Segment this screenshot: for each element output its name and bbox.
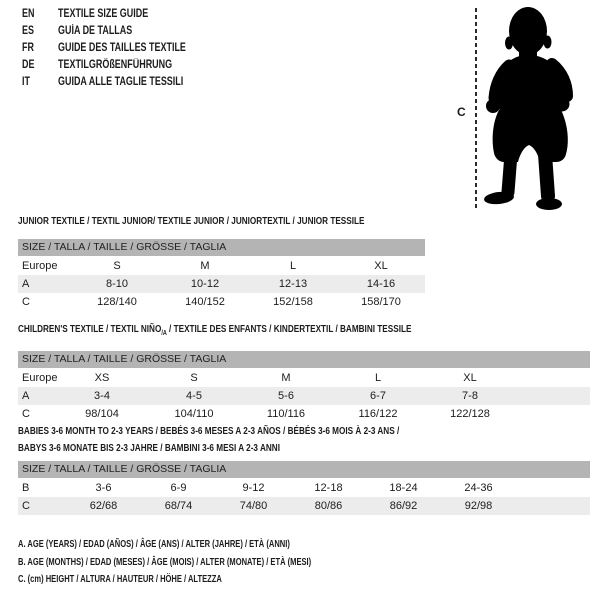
table-row — [18, 293, 425, 311]
junior-size-table — [18, 257, 425, 311]
language-item — [22, 23, 222, 40]
size-header-bar: SIZE / TALLA / TAILLE / GRÖSSE / TAGLIA — [18, 461, 590, 478]
language-title: GUIDE DES TAILLES TEXTILE — [58, 42, 186, 54]
table-cell: S — [113, 260, 121, 272]
table-cell: 152/158 — [273, 296, 313, 308]
table-cell: 6-7 — [332, 387, 424, 405]
section-title-children: CHILDREN'S TEXTILE / TEXTIL $NIÑO_{/A}$ / TEXTILE DES ENFANTS / KINDERTEXTIL / BAMBINI TESSILE — [18, 323, 412, 338]
table-cell: 62/68 — [66, 497, 141, 515]
table-cell: 12-13 — [249, 275, 337, 293]
table-row — [18, 369, 590, 387]
table-cell: 6-9 — [170, 482, 187, 494]
footnote-line: C. (cm) HEIGHT / ALTURA / HAUTEUR / HÖHE / ALTEZZA — [18, 573, 222, 585]
section-title-junior: JUNIOR TEXTILE / TEXTIL JUNIOR/ TEXTILE JUNIOR / JUNIORTEXTIL / JUNIOR TESSILE — [18, 215, 365, 227]
babies-size-table — [18, 479, 590, 515]
filler-cell — [516, 387, 590, 405]
section-title-babies: BABIES 3-6 MONTH TO 2-3 YEARS / BEBÉS 3-6 MESES A 2-3 AÑOS / BÉBÉS 3-6 MOIS À 2-3 ANS / BABYS 3-6 MONATE BIS 2-3 JAHRE / BAMBINI 3-6 MESI A 2-3 ANNI — [18, 425, 400, 454]
language-item — [22, 6, 222, 23]
language-item — [22, 40, 222, 57]
table-cell: 24-36 — [464, 482, 493, 494]
language-item — [22, 74, 222, 91]
table-cell: 128/140 — [97, 296, 137, 308]
size-header-bar: SIZE / TALLA / TAILLE / GRÖSSE / TAGLIA — [18, 351, 590, 368]
children-size-table — [18, 369, 590, 423]
filler-cell — [516, 497, 590, 515]
table-row — [18, 387, 590, 405]
footnote-line: A. AGE (YEARS) / EDAD (AÑOS) / ÂGE (ANS) / ALTER (JAHRE) / ETÀ (ANNI) — [18, 538, 290, 550]
baby-silhouette-image — [482, 3, 594, 211]
table-cell: 110/116 — [266, 408, 306, 421]
table-cell: 14-16 — [337, 275, 425, 293]
size-header-bar: SIZE / TALLA / TAILLE / GRÖSSE / TAGLIA — [18, 239, 425, 256]
table-cell: L — [374, 372, 382, 385]
language-code: FR — [22, 42, 34, 54]
table-cell: XL — [374, 260, 388, 272]
language-code: ES — [22, 25, 34, 37]
table-cell: 98/104 — [85, 408, 119, 421]
table-cell: L — [289, 260, 297, 272]
row-label: C — [18, 497, 66, 515]
language-code: DE — [22, 59, 35, 71]
language-title: GUÍA DE TALLAS — [58, 25, 133, 37]
row-label: C — [22, 296, 30, 308]
table-cell: 68/74 — [141, 497, 216, 515]
footnotes — [18, 536, 425, 589]
footnote-line: B. AGE (MONTHS) / EDAD (MESES) / ÂGE (MOIS) / ALTER (MONATE) / ETÀ (MESI) — [18, 555, 312, 568]
table-cell: XS — [94, 372, 110, 385]
table-cell: 5-6 — [240, 387, 332, 405]
table-row — [18, 275, 425, 293]
row-label: C — [22, 408, 30, 421]
row-label: A — [18, 275, 73, 293]
table-cell: M — [281, 372, 291, 385]
table-row — [18, 257, 425, 275]
table-cell: 3-4 — [56, 387, 148, 405]
language-header — [22, 6, 222, 91]
language-code: EN — [22, 8, 35, 20]
table-cell: 140/152 — [185, 296, 225, 308]
filler-cell — [516, 405, 590, 423]
table-row — [18, 479, 590, 497]
height-dotted-line — [475, 8, 477, 210]
language-item — [22, 57, 222, 74]
table-cell: 116/122 — [358, 408, 398, 421]
row-label: Europe — [22, 372, 58, 385]
row-label: Europe — [22, 260, 58, 272]
language-title: TEXTILGRÖßENFÜHRUNG — [58, 59, 173, 71]
language-title: TEXTILE SIZE GUIDE — [58, 8, 149, 20]
table-cell: S — [190, 372, 198, 385]
table-cell: 8-10 — [73, 275, 161, 293]
table-cell: XL — [463, 372, 477, 385]
junior-textile-section — [18, 215, 425, 311]
table-cell: M — [200, 260, 210, 272]
table-cell: 12-18 — [314, 482, 343, 494]
filler-cell — [516, 369, 590, 387]
row-label: B — [22, 482, 30, 494]
table-row — [18, 497, 590, 515]
height-measure-label: C — [457, 105, 466, 119]
language-title: GUIDA ALLE TAGLIE TESSILI — [58, 76, 184, 88]
filler-cell — [516, 479, 590, 497]
table-row — [18, 405, 590, 423]
table-cell: 7-8 — [424, 387, 516, 405]
table-cell: 92/98 — [441, 497, 516, 515]
table-cell: 80/86 — [291, 497, 366, 515]
table-cell: 122/128 — [450, 408, 490, 421]
table-cell: 158/170 — [361, 296, 401, 308]
table-cell: 3-6 — [95, 482, 112, 494]
babies-textile-section — [18, 423, 590, 515]
table-cell: 74/80 — [216, 497, 291, 515]
row-label: A — [18, 387, 56, 405]
table-cell: 9-12 — [242, 482, 265, 494]
childrens-textile-section — [18, 323, 590, 423]
table-cell: 4-5 — [148, 387, 240, 405]
language-code: IT — [22, 76, 30, 88]
table-cell: 104/110 — [174, 408, 214, 421]
table-cell: 10-12 — [161, 275, 249, 293]
table-cell: 86/92 — [366, 497, 441, 515]
table-cell: 18-24 — [389, 482, 418, 494]
